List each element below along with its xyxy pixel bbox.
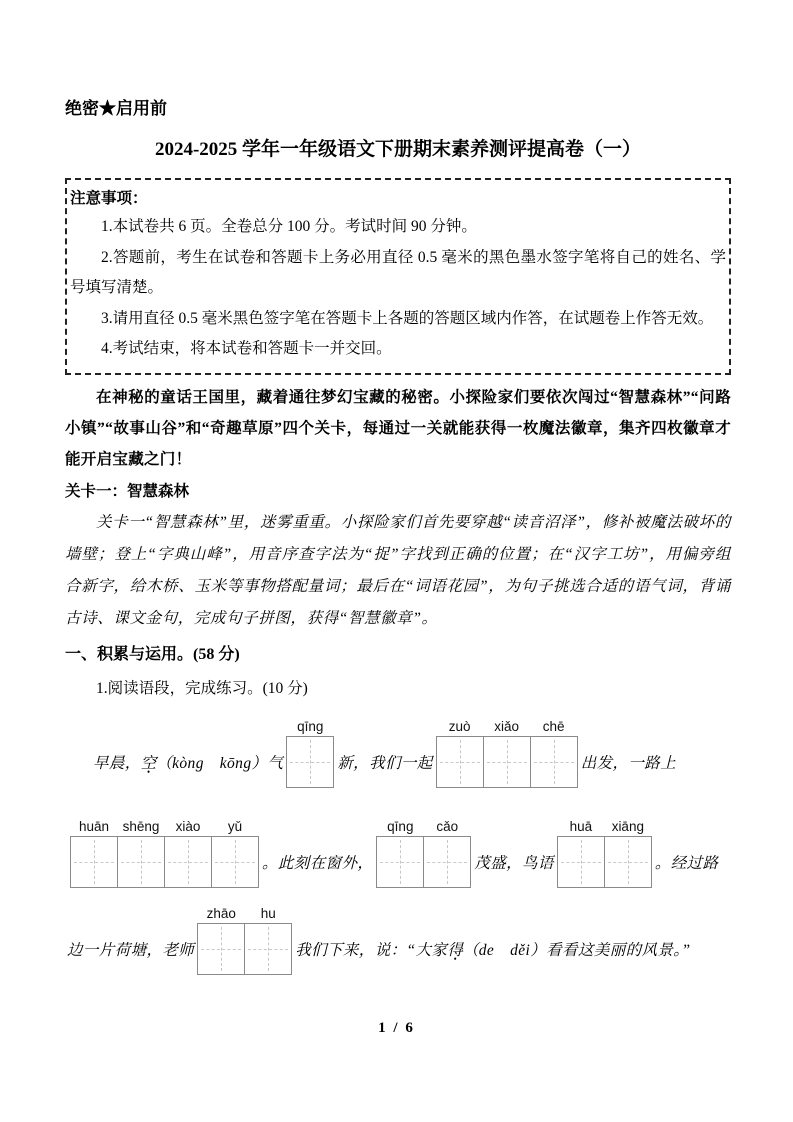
notice-item-2: 2.答题前，考生在试卷和答题卡上务必用直径 0.5 毫米的黑色墨水签字笔将自己的姓名、学号填写清楚。: [70, 248, 726, 296]
writing-box-group: [197, 905, 292, 975]
pinyin-label: qīng: [387, 818, 414, 834]
exercise-line-1: [93, 718, 731, 788]
text-segment: 边一片荷塘，老师: [67, 941, 195, 959]
writing-box-cell: [604, 818, 652, 888]
notice-item-1: 1.本试卷共 6 页。全卷总分 100 分。考试时间 90 分钟。: [101, 218, 477, 235]
pinyin-label: yǔ: [227, 818, 243, 834]
writing-box-cell: [530, 718, 578, 788]
notice-box: [65, 178, 731, 375]
pinyin-label: hu: [260, 905, 276, 921]
text-segment: 。此刻在窗外，: [262, 854, 374, 872]
writing-box-cell: [483, 718, 531, 788]
pinyin-label: shēng: [122, 818, 160, 834]
pinyin-label: cǎo: [436, 818, 459, 834]
level1-heading: 关卡一：智慧森林: [65, 482, 190, 500]
text-segment: （de děi）看看这美丽的风景。”: [462, 941, 691, 959]
text-segment: 早晨，: [93, 754, 141, 772]
notice-heading: 注意事项：: [70, 190, 148, 207]
classification-label: 绝密★启用前: [65, 99, 167, 118]
question1-label: 1.阅读语段，完成练习。(10 分): [96, 679, 308, 697]
writing-box-group: [286, 718, 334, 788]
writing-box-cell: [70, 818, 118, 888]
writing-box-cell: [423, 818, 471, 888]
writing-box-cell: [557, 818, 605, 888]
emphasized-char: 空 •: [141, 751, 157, 773]
pinyin-label: zuò: [448, 718, 471, 734]
pinyin-label: qīng: [297, 718, 324, 734]
writing-box-cell: [197, 905, 245, 975]
exercise-line-3: [67, 905, 731, 975]
emphasized-char: 得 •: [447, 938, 463, 960]
pinyin-label: xiào: [175, 818, 201, 834]
text-segment: 我们下来，说：“大家: [295, 941, 448, 959]
level1-description: 关卡一“智慧森林”里，迷雾重重。小探险家们首先要穿越“读音沼泽”，修补被魔法破坏的墙壁；登上“字典山峰”，用音序查字法为“捉”字找到正确的位置；在“汉字工坊”，用偏旁组合新字，给木桥、玉米等事物搭配量词；最后在“词语花园”，为句子挑选合适的语气词，背诵古诗、课文金句，完成句子拼图，获得“智慧徽章”。: [65, 513, 731, 627]
pinyin-label: xiǎo: [494, 718, 520, 734]
text-segment: （kòng kōng）气: [156, 754, 284, 772]
writing-box-group: [557, 818, 652, 888]
exercise-line-2: [67, 818, 731, 888]
writing-box-cell: [117, 818, 165, 888]
writing-box-cell: [436, 718, 484, 788]
writing-box-group: [436, 718, 578, 788]
intro-paragraph: 在神秘的童话王国里，藏着通往梦幻宝藏的秘密。小探险家们要依次闯过“智慧森林”“问路小镇”“故事山谷”和“奇趣草原”四个关卡，每通过一关就能获得一枚魔法徽章，集齐四枚徽章才能开启宝藏之门！: [65, 388, 731, 468]
writing-box-cell: [286, 718, 334, 788]
text-segment: 。经过路: [654, 854, 719, 872]
notice-item-3: 3.请用直径 0.5 毫米黑色签字笔在答题卡上各题的答题区域内作答，在试题卷上作答无效。: [101, 309, 714, 327]
notice-item-4: 4.考试结束，将本试卷和答题卡一并交回。: [101, 340, 392, 357]
pinyin-label: zhāo: [206, 905, 236, 921]
pinyin-label: chē: [542, 718, 565, 734]
text-segment: 茂盛，鸟语: [474, 854, 554, 872]
writing-box-group: [70, 818, 259, 888]
exam-title: 2024-2025 学年一年级语文下册期末素养测评提高卷（一）: [154, 139, 642, 160]
writing-box-cell: [211, 818, 259, 888]
text-segment: 新，我们一起: [337, 754, 433, 772]
writing-box-cell: [376, 818, 424, 888]
writing-box-cell: [164, 818, 212, 888]
pinyin-label: huā: [569, 818, 593, 834]
pinyin-label: huān: [78, 818, 110, 834]
text-segment: 出发，一路上: [580, 754, 677, 772]
writing-box-group: [376, 818, 471, 888]
writing-box-cell: [244, 905, 292, 975]
section1-heading: 一、积累与运用。(58 分): [65, 645, 240, 663]
page-number: 1 / 6: [378, 1020, 415, 1036]
pinyin-label: xiāng: [611, 818, 644, 834]
